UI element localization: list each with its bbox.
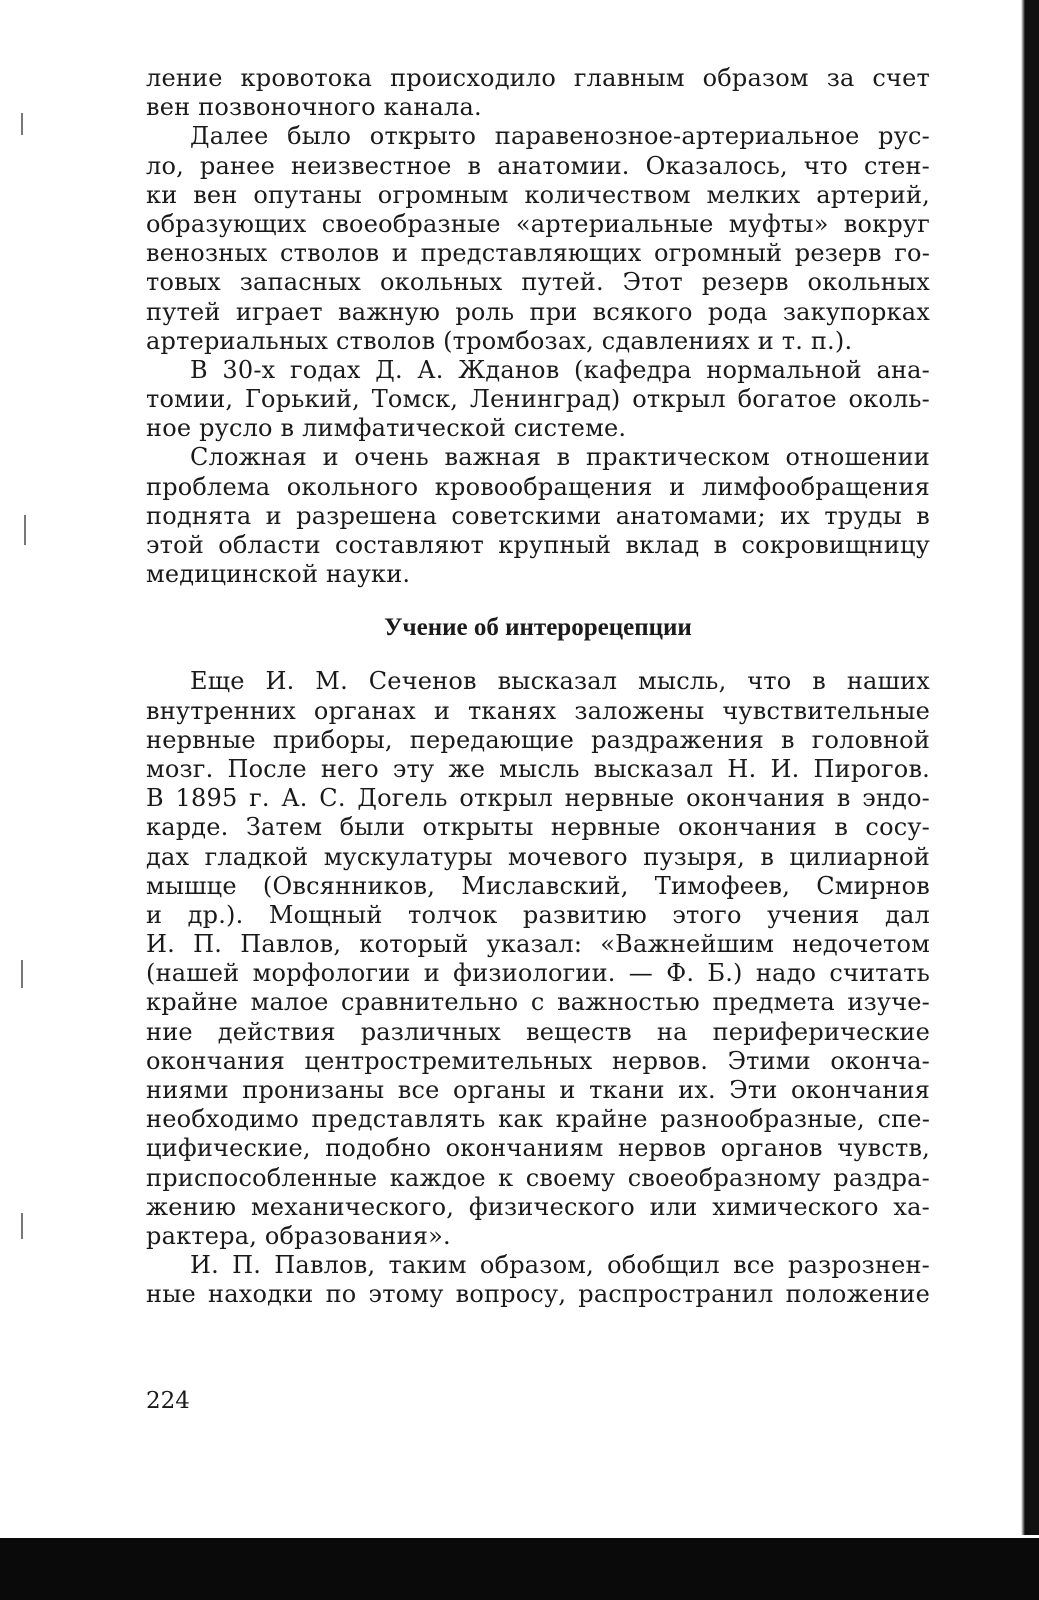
scan-speck [21,1213,23,1239]
text-line: этой области составляют крупный вклад в сокровищницу [146,531,930,559]
text-line: нервные приборы, передающие раздражения в головной [146,725,930,754]
text-line: ные находки по этому вопросу, распространил положение [146,1280,930,1309]
text-line: мышце (Овсянников, Миславский, Тимофеев, Смирнов [146,871,930,900]
text-line: приспособленные каждое к своему своеобразному раздра- [146,1163,930,1192]
text-line: внутренних органах и тканях заложены чувствительные [146,696,930,725]
text-line: мозг. После него эту же мысль высказал Н. И. Пирогов. [146,754,930,783]
text-line: Сложная и очень важная в практическом отношении [190,443,930,472]
section-heading: Учение об интерорецепции [384,614,692,642]
text-line: карде. Затем были открыты нервные окончания в сосу- [146,813,930,842]
text-line: В 1895 г. А. С. Догель открыл нервные окончания в эндо- [146,784,930,813]
text-line: ние действия различных веществ на периферические [146,1017,930,1046]
paragraph [146,1251,930,1309]
text-line: томии, Горький, Томск, Ленинград) открыл богатое околь- [146,385,930,414]
paragraph [146,64,930,122]
text-line: ное русло в лимфатической системе. [146,414,627,443]
text-line: окончания центростремительных нервов. Этими оконча- [146,1046,930,1075]
text-line: необходимо представлять как крайне разнообразные, спе- [146,1105,930,1134]
text-line: ление кровотока происходило главным образом за счет [146,64,930,92]
text-line: вен позвоночного канала. [146,93,482,122]
text-line: И. П. Павлов, который указал: «Важнейшим недочетом [146,930,930,959]
text-line: поднята и разрешена советскими анатомами; их труды в [146,501,930,530]
text-line: артериальных стволов (тромбозах, сдавлениях и т. п.). [146,326,853,355]
page-number: 224 [146,1388,190,1414]
text-line: и др.). Мощный толчок развитию этого учения дал [146,900,930,929]
text-line: ло, ранее неизвестное в анатомии. Оказалось, что стен- [146,151,930,180]
paragraph [146,667,930,1251]
paragraph [146,356,930,444]
text-line: дах гладкой мускулатуры мочевого пузыря, в цилиарной [146,842,930,871]
text-line: жению механического, физического или химического ха- [146,1192,930,1221]
text-line: рактера, образования». [146,1221,451,1250]
text-line: проблема окольного кровообращения и лимфообращения [146,472,930,501]
scan-speck [21,113,23,135]
text-line: В 30-х годах Д. А. Жданов (кафедра нормальной ана- [190,355,930,384]
paragraph [146,122,930,356]
page-text-body [146,64,930,1310]
text-line: И. П. Павлов, таким образом, обобщил все разрознен- [190,1251,930,1280]
text-line: товых запасных окольных путей. Этот резерв окольных [146,268,930,297]
text-line: цифические, подобно окончаниям нервов органов чувств, [146,1134,930,1163]
text-line: крайне малое сравнительно с важностью предмета изуче- [146,988,930,1017]
scan-edge-shadow [1016,0,1039,1535]
text-line: путей играет важную роль при всякого рода закупорках [146,297,930,326]
text-line: венозных стволов и представляющих огромный резерв го- [146,239,930,268]
text-line: (нашей морфологии и физиологии. — Ф. Б.) надо считать [146,959,930,988]
text-line: медицинской науки. [146,560,411,589]
paragraph [146,443,930,589]
text-line: Далее было открыто паравенозное-артериальное рус- [190,122,930,151]
text-line: Еще И. М. Сеченов высказал мысль, что в наших [190,667,930,696]
scan-speck [21,960,23,988]
text-line: ниями пронизаны все органы и ткани их. Эти окончания [146,1076,930,1104]
text-line: образующих своеобразные «артериальные муфты» вокруг [146,209,930,238]
scan-bottom-border [0,1538,1039,1600]
scan-speck [24,515,26,545]
text-line: ки вен опутаны огромным количеством мелких артерий, [146,180,930,209]
